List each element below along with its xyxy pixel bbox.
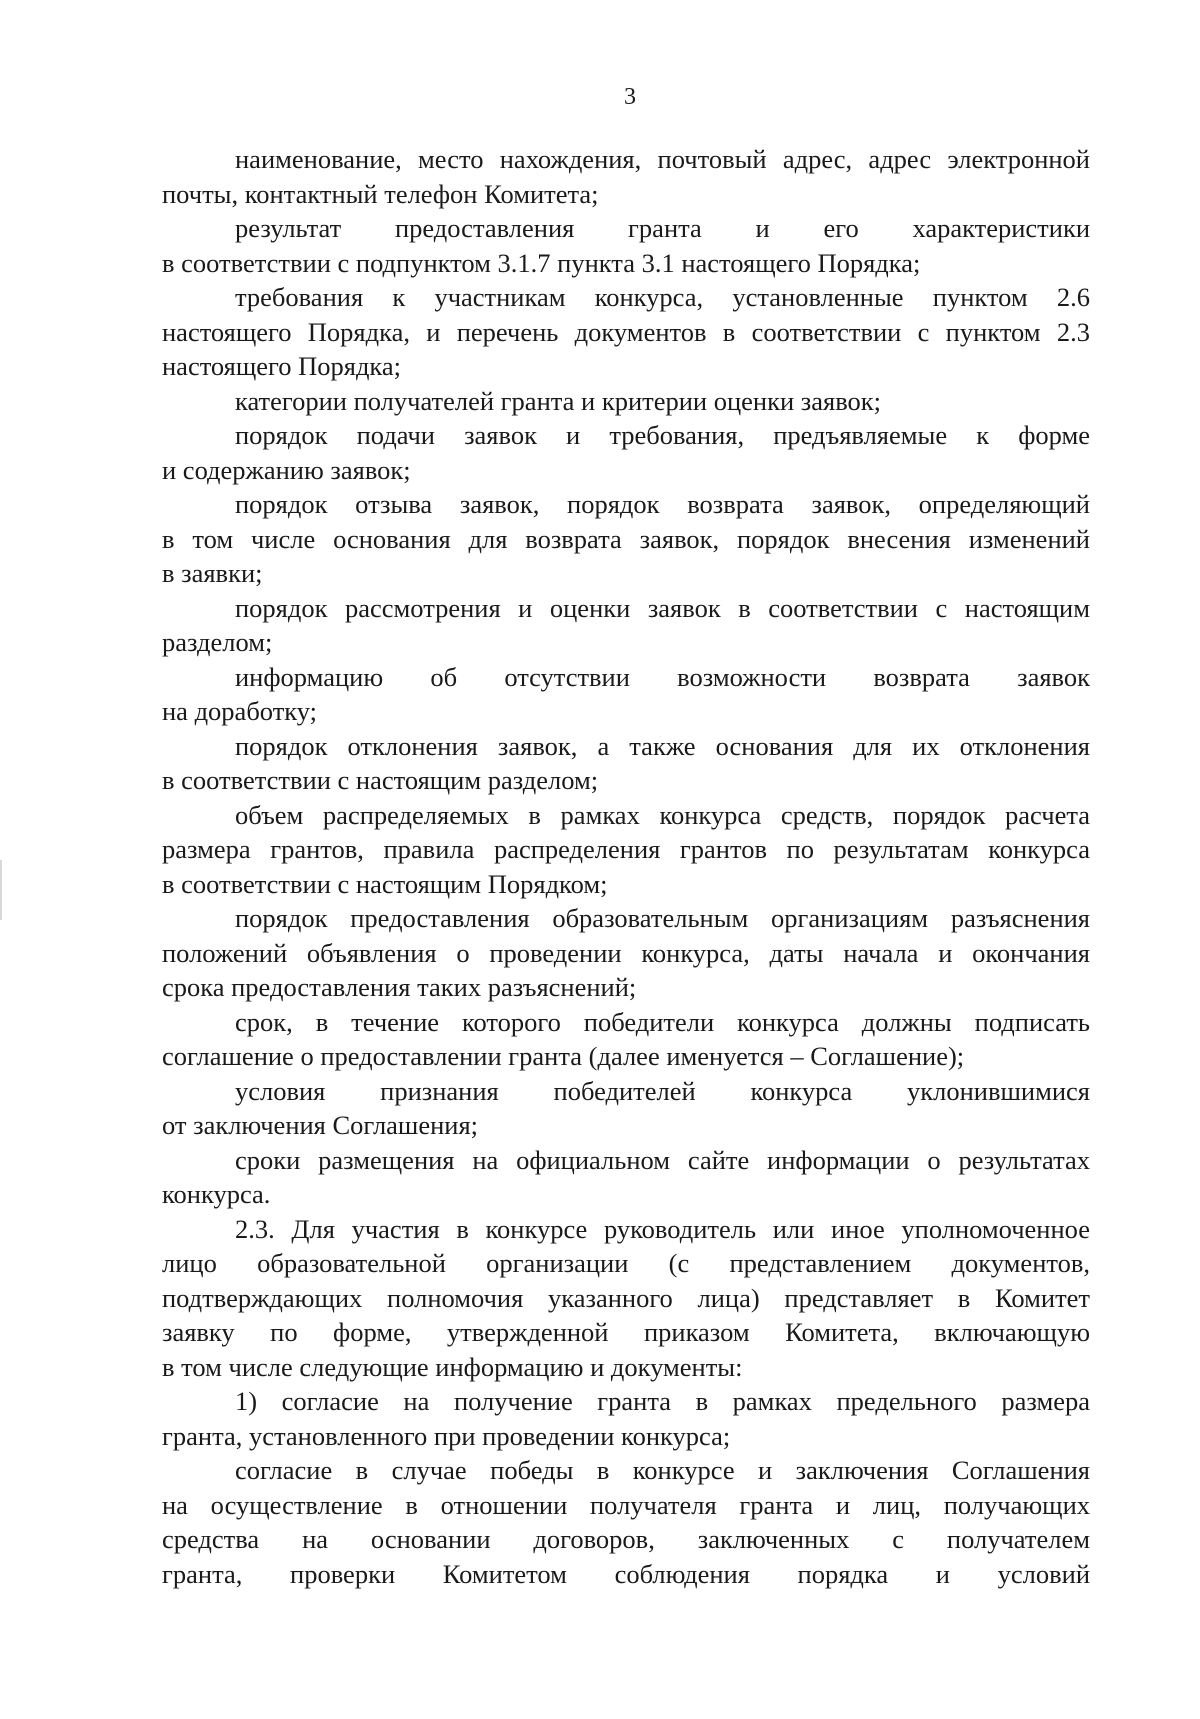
text-line: согласие в случае победы в конкурсе и заключения Соглашения <box>235 1455 1090 1485</box>
page-number: 3 <box>624 84 636 110</box>
text-line: 2.3. Для участия в конкурсе руководитель или иное уполномоченное <box>235 1213 1090 1244</box>
text-line: подтверждающих полномочия указанного лица) представляет в Комитет <box>162 1282 1090 1313</box>
text-line: категории получателей гранта и критерии оценки заявок; <box>235 385 882 416</box>
text-line: гранта, установленного при проведении конкурса; <box>162 1420 731 1451</box>
text-line: гранта, проверки Комитетом соблюдения порядка и условий <box>162 1558 1090 1589</box>
text-line: порядок отзыва заявок, порядок возврата заявок, определяющий <box>235 489 1090 519</box>
text-line: в том числе основания для возврата заявок, порядок внесения изменений <box>162 523 1090 554</box>
text-line: условия признания победителей конкурса уклонившимися <box>235 1075 1090 1106</box>
text-line: наименование, место нахождения, почтовый адрес, адрес электронной <box>235 144 1090 174</box>
text-line: информацию об отсутствии возможности возврата заявок <box>235 661 1090 692</box>
text-line: лицо образовательной организации (с представлением документов, <box>162 1248 1090 1278</box>
text-line: порядок предоставления образовательным организациям разъяснения <box>235 903 1090 933</box>
text-line: соглашение о предоставлении гранта (далее именуется – Соглашение); <box>162 1041 965 1071</box>
text-line: заявку по форме, утвержденной приказом Комитета, включающую <box>162 1317 1090 1347</box>
text-line: срока предоставления таких разъяснений; <box>162 972 637 1002</box>
text-line: положений объявления о проведении конкурса, даты начала и окончания <box>162 937 1090 968</box>
text-line: порядок подачи заявок и требования, предъявляемые к форме <box>235 420 1090 450</box>
text-line: требования к участникам конкурса, установленные пунктом 2.6 <box>235 282 1090 312</box>
text-line: сроки размещения на официальном сайте информации о результатах <box>235 1144 1090 1175</box>
text-line: в том числе следующие информацию и документы: <box>162 1351 743 1382</box>
text-line: на осуществление в отношении получателя гранта и лиц, получающих <box>162 1489 1090 1520</box>
text-line: в заявки; <box>162 558 263 588</box>
text-line: объем распределяемых в рамках конкурса средств, порядок расчета <box>235 799 1090 830</box>
text-line: в соответствии с настоящим Порядком; <box>162 868 608 899</box>
text-line: на доработку; <box>162 696 318 726</box>
text-line: настоящего Порядка, и перечень документов в соответствии с пунктом 2.3 <box>162 316 1090 347</box>
text-line: порядок отклонения заявок, а также основания для их отклонения <box>235 730 1090 761</box>
text-line: срок, в течение которого победители конкурса должны подписать <box>235 1006 1090 1037</box>
text-line: средства на основании договоров, заключенных с получателем <box>162 1524 1090 1554</box>
text-line: 1) согласие на получение гранта в рамках предельного размера <box>235 1386 1090 1416</box>
text-line: в соответствии с подпунктом 3.1.7 пункта 3.1 настоящего Порядка; <box>162 247 921 278</box>
text-line: конкурса. <box>162 1179 271 1209</box>
text-line: почты, контактный телефон Комитета; <box>162 178 599 209</box>
text-line: в соответствии с настоящим разделом; <box>162 765 599 795</box>
text-line: размера грантов, правила распределения грантов по результатам конкурса <box>162 834 1090 864</box>
text-line: результат предоставления гранта и его характеристики <box>235 213 1090 243</box>
document-body <box>162 142 1090 1591</box>
text-line: настоящего Порядка; <box>162 351 402 381</box>
scan-edge-mark <box>0 860 2 920</box>
text-line: порядок рассмотрения и оценки заявок в соответствии с настоящим <box>235 592 1090 623</box>
text-line: от заключения Соглашения; <box>162 1110 479 1140</box>
text-line: и содержанию заявок; <box>162 454 411 485</box>
text-line: разделом; <box>162 627 273 657</box>
